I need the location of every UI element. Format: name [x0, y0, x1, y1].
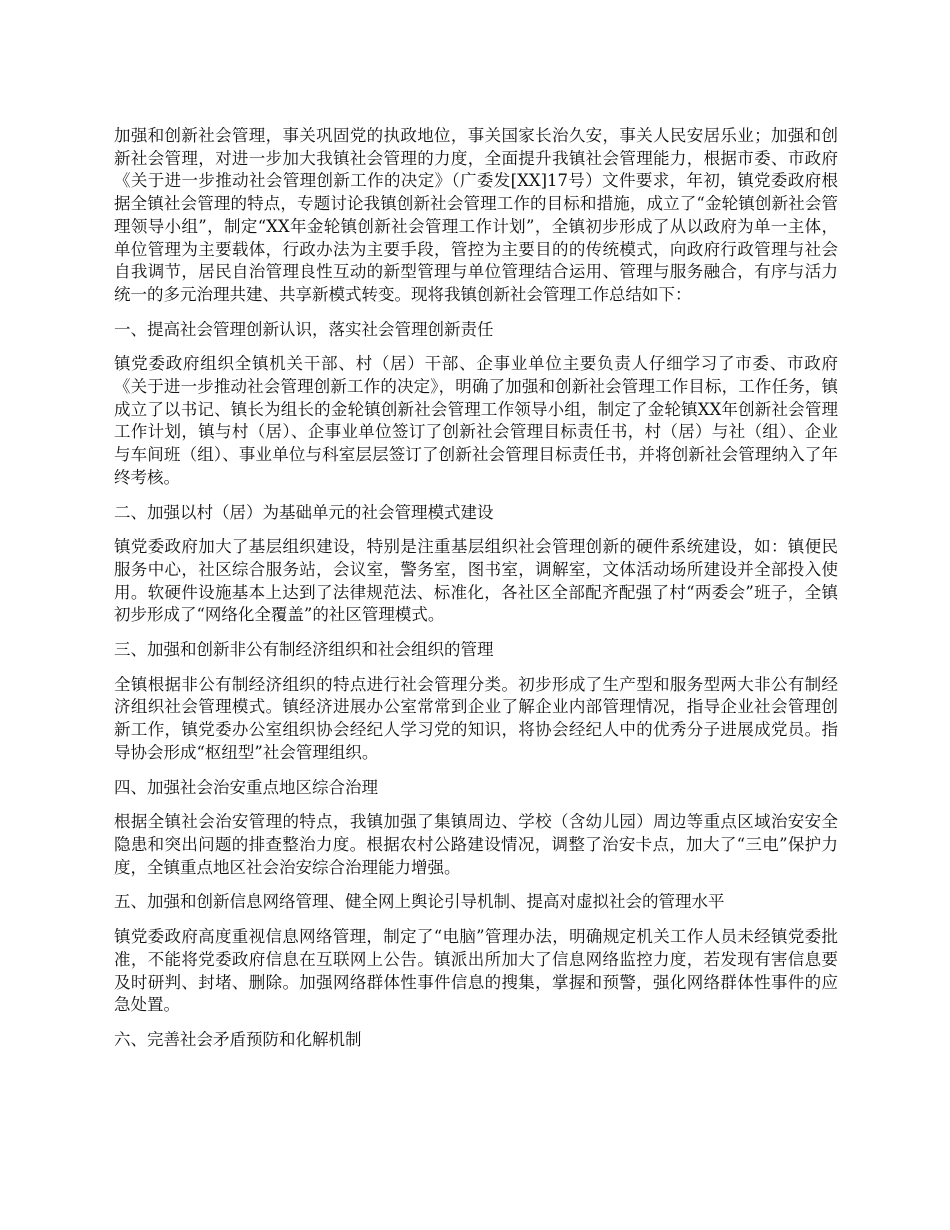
section-heading-1: 一、提高社会管理创新认识，落实社会管理创新责任	[114, 319, 494, 339]
document-body	[114, 125, 838, 1064]
section-paragraph-2: 镇党委政府加大了基层组织建设，特别是注重基层组织社会管理创新的硬件系统建设，如：镇便民服务中心，社区综合服务站，会议室，警务室，图书室，调解室，文体活动场所建设并全部投入使用。软硬件设施基本上达到了法律规范法、标准化，各社区全部配齐配强了村“两委会”班子，全镇初步形成了“网络化全覆盖”的社区管理模式。	[114, 537, 838, 625]
section-heading-6: 六、完善社会矛盾预防和化解机制	[114, 1029, 362, 1049]
intro-paragraph: 加强和创新社会管理，事关巩固党的执政地位，事关国家长治久安，事关人民安居乐业；加强和创新社会管理，对进一步加大我镇社会管理的力度，全面提升我镇社会管理能力，根据市委、市政府《关于进一步推动社会管理创新工作的决定》（广委发[XX]17号）文件要求，年初，镇党委政府根据全镇社会管理的特点，专题讨论我镇创新社会管理工作的目标和措施，成立了“金轮镇创新社会管理领导小组”，制定“XX年金轮镇创新社会管理工作计划”，全镇初步形成了从以政府为单一主体，单位管理为主要载体，行政办法为主要手段，管控为主要目的的传统模式，向政府行政管理与社会自我调节，居民自治管理良性互动的新型管理与单位管理结合运用、管理与服务融合，有序与活力统一的多元治理共建、共享新模式转变。现将我镇创新社会管理工作总结如下：	[114, 126, 838, 304]
section-paragraph-5: 镇党委政府高度重视信息网络管理，制定了“电脑”管理办法，明确规定机关工作人员未经镇党委批准，不能将党委政府信息在互联网上公告。镇派出所加大了信息网络监控力度，若发现有害信息要及时研判、封堵、删除。加强网络群体性事件信息的搜集，掌握和预警，强化网络群体性事件的应急处置。	[114, 927, 838, 1015]
section-heading-3: 三、加强和创新非公有制经济组织和社会组织的管理	[114, 640, 494, 660]
section-paragraph-3: 全镇根据非公有制经济组织的特点进行社会管理分类。初步形成了生产型和服务型两大非公有制经济组织社会管理模式。镇经济进展办公室常常到企业了解企业内部管理情况，指导企业社会管理创新工作，镇党委办公室组织协会经纪人学习党的知识，将协会经纪人中的优秀分子进展成党员。指导协会形成“枢纽型”社会管理组织。	[114, 674, 838, 762]
section-paragraph-4: 根据全镇社会治安管理的特点，我镇加强了集镇周边、学校（含幼儿园）周边等重点区域治安安全隐患和突出问题的排查整治力度。根据农村公路建设情况，调整了治安卡点，加大了“三电”保护力度，全镇重点地区社会治安综合治理能力增强。	[114, 812, 838, 877]
section-heading-2: 二、加强以村（居）为基础单元的社会管理模式建设	[114, 502, 494, 522]
section-paragraph-1: 镇党委政府组织全镇机关干部、村（居）干部、企事业单位主要负责人仔细学习了市委、市政府《关于进一步推动社会管理创新工作的决定》，明确了加强和创新社会管理工作目标，工作任务，镇成立了以书记、镇长为组长的金轮镇创新社会管理工作领导小组，制定了金轮镇XX年创新社会管理工作计划，镇与村（居）、企事业单位签订了创新社会管理目标责任书，村（居）与社（组）、企业与车间班（组）、事业单位与科室层层签订了创新社会管理目标责任书，并将创新社会管理纳入了年终考核。	[114, 354, 838, 487]
section-heading-5: 五、加强和创新信息网络管理、健全网上舆论引导机制、提高对虚拟社会的管理水平	[114, 892, 725, 912]
section-heading-4: 四、加强社会治安重点地区综合治理	[114, 777, 378, 797]
